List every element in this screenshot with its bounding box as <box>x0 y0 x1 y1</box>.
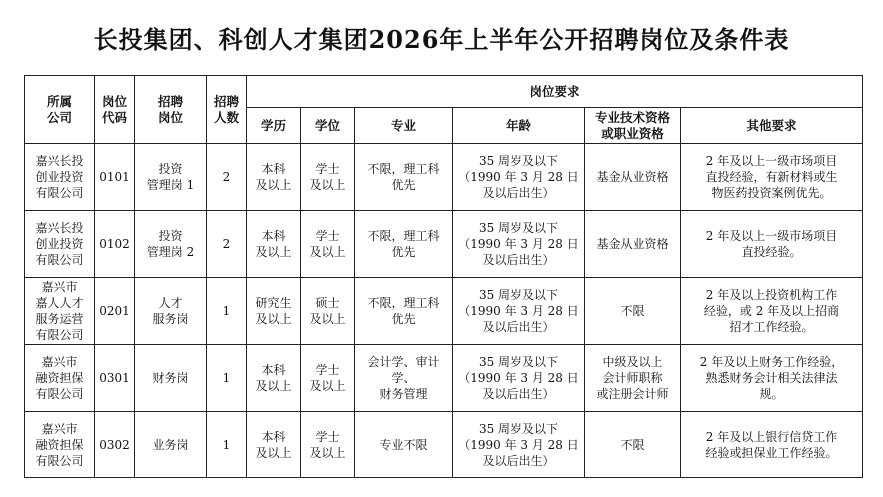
cell-other: 2 年及以上投资机构工作 经验，或 2 年及以上招商 招才工作经验。 <box>681 278 863 345</box>
cell-code: 0201 <box>95 278 135 345</box>
cell-major: 专业不限 <box>355 412 453 478</box>
cell-qualification: 基金从业资格 <box>585 144 681 211</box>
cell-degree: 学士 及以上 <box>301 144 355 211</box>
cell-education: 本科 及以上 <box>247 412 301 478</box>
table-row <box>25 345 863 412</box>
cell-education: 研究生 及以上 <box>247 278 301 345</box>
cell-education: 本科 及以上 <box>247 144 301 211</box>
header-other: 其他要求 <box>681 108 863 144</box>
recruitment-table <box>24 75 863 478</box>
cell-other: 2 年及以上财务工作经验， 熟悉财务会计相关法律法 规。 <box>681 345 863 412</box>
cell-other: 2 年及以上一级市场项目 直投经验，有新材料或生 物医药投资案例优先。 <box>681 144 863 211</box>
table-row <box>25 144 863 211</box>
cell-age: 35 周岁及以下 （1990 年 3 月 28 日 及以后出生） <box>453 412 585 478</box>
cell-major: 会计学、审计学、 财务管理 <box>355 345 453 412</box>
header-age: 年龄 <box>453 108 585 144</box>
cell-position: 投资 管理岗 2 <box>135 211 207 278</box>
header-company: 所属 公司 <box>25 76 95 144</box>
header-degree: 学位 <box>301 108 355 144</box>
cell-count: 1 <box>207 345 247 412</box>
cell-count: 2 <box>207 211 247 278</box>
cell-degree: 学士 及以上 <box>301 345 355 412</box>
cell-degree: 学士 及以上 <box>301 412 355 478</box>
cell-company: 嘉兴市 融资担保 有限公司 <box>25 345 95 412</box>
cell-code: 0102 <box>95 211 135 278</box>
cell-other: 2 年及以上一级市场项目 直投经验。 <box>681 211 863 278</box>
cell-major: 不限，理工科 优先 <box>355 278 453 345</box>
cell-position: 业务岗 <box>135 412 207 478</box>
cell-count: 1 <box>207 278 247 345</box>
cell-degree: 学士 及以上 <box>301 211 355 278</box>
cell-count: 2 <box>207 144 247 211</box>
cell-company: 嘉兴长投 创业投资 有限公司 <box>25 144 95 211</box>
header-position: 招聘 岗位 <box>135 76 207 144</box>
cell-qualification: 基金从业资格 <box>585 211 681 278</box>
cell-code: 0302 <box>95 412 135 478</box>
header-education: 学历 <box>247 108 301 144</box>
cell-age: 35 周岁及以下 （1990 年 3 月 28 日 及以后出生） <box>453 211 585 278</box>
cell-education: 本科 及以上 <box>247 345 301 412</box>
cell-major: 不限，理工科 优先 <box>355 211 453 278</box>
cell-age: 35 周岁及以下 （1990 年 3 月 28 日 及以后出生） <box>453 144 585 211</box>
cell-count: 1 <box>207 412 247 478</box>
cell-code: 0101 <box>95 144 135 211</box>
cell-education: 本科 及以上 <box>247 211 301 278</box>
cell-other: 2 年及以上银行信贷工作 经验或担保业工作经验。 <box>681 412 863 478</box>
cell-code: 0301 <box>95 345 135 412</box>
header-qualification: 专业技术资格 或职业资格 <box>585 108 681 144</box>
cell-qualification: 不限 <box>585 412 681 478</box>
header-major: 专业 <box>355 108 453 144</box>
cell-qualification: 中级及以上 会计师职称 或注册会计师 <box>585 345 681 412</box>
header-requirements: 岗位要求 <box>247 76 863 108</box>
table-body <box>25 144 863 478</box>
cell-company: 嘉兴市 嘉人人才 服务运营 有限公司 <box>25 278 95 345</box>
cell-age: 35 周岁及以下 （1990 年 3 月 28 日 及以后出生） <box>453 278 585 345</box>
table-row <box>25 211 863 278</box>
cell-degree: 硕士 及以上 <box>301 278 355 345</box>
page-title: 长投集团、科创人才集团2026年上半年公开招聘岗位及条件表 <box>93 25 790 54</box>
header-code: 岗位 代码 <box>95 76 135 144</box>
cell-company: 嘉兴长投 创业投资 有限公司 <box>25 211 95 278</box>
table-header <box>25 76 863 144</box>
cell-position: 财务岗 <box>135 345 207 412</box>
cell-company: 嘉兴市 融资担保 有限公司 <box>25 412 95 478</box>
header-count: 招聘 人数 <box>207 76 247 144</box>
table-row <box>25 412 863 478</box>
cell-major: 不限，理工科 优先 <box>355 144 453 211</box>
cell-qualification: 不限 <box>585 278 681 345</box>
table-row <box>25 278 863 345</box>
cell-position: 投资 管理岗 1 <box>135 144 207 211</box>
cell-age: 35 周岁及以下 （1990 年 3 月 28 日 及以后出生） <box>453 345 585 412</box>
cell-position: 人才 服务岗 <box>135 278 207 345</box>
